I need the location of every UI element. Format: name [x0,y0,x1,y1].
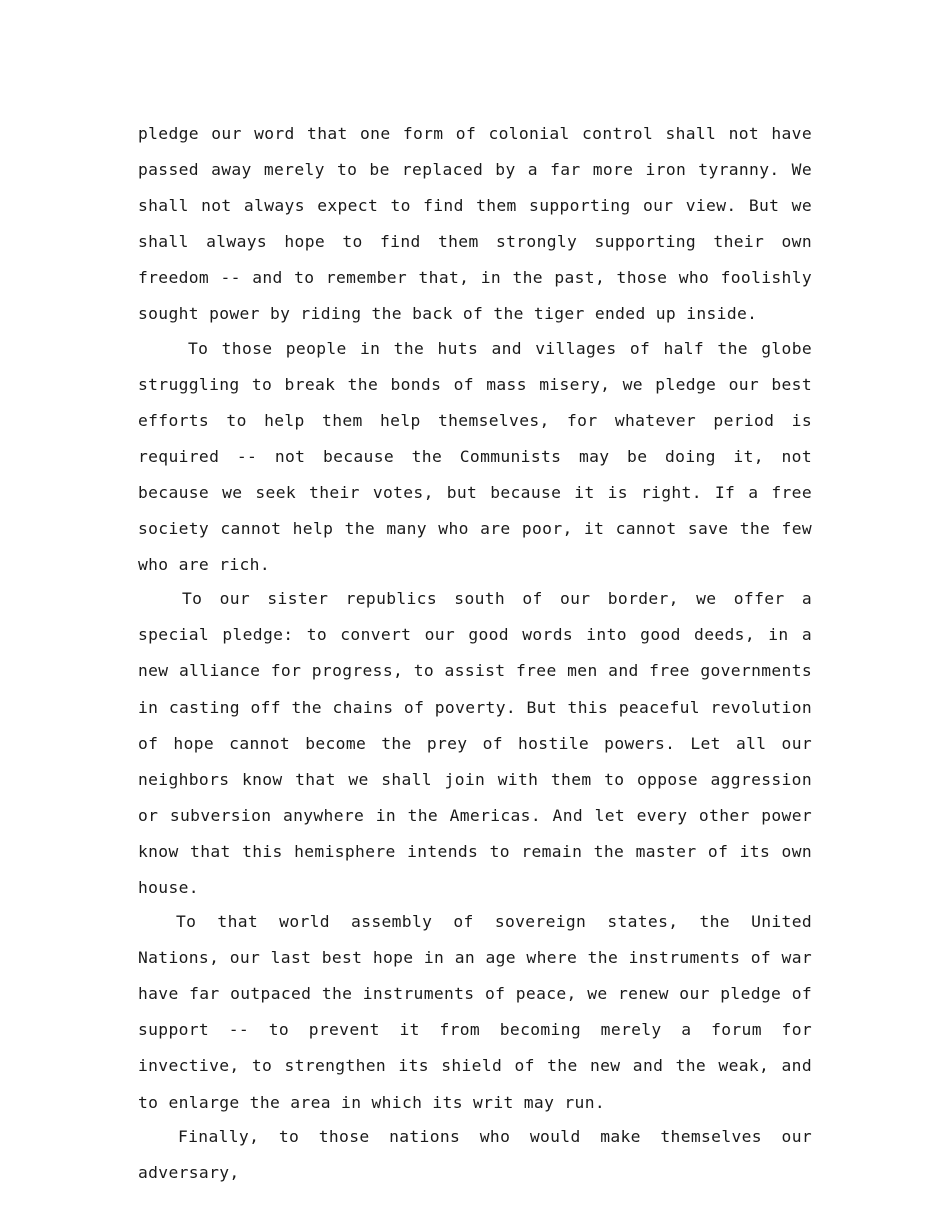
paragraph-colonial-control: pledge our word that one form of colonial control shall not have passed away merely to be replaced by a far more iron tyranny. We shall not always expect to find them supporting our view. But we shall always hope to find them strongly supporting their own freedom -- and to remember that, in the past, those who foolishly sought power by riding the back of the tiger ended up inside. [138,124,812,324]
paragraph-sister-republics: To our sister republics south of our border, we offer a special pledge: to convert our good words into good deeds, in a new alliance for progress, to assist free men and free governments in casting off the chains of poverty. But this peaceful revolution of hope cannot become the prey of hostile powers. Let all our neighbors know that we shall join with them to oppose aggression or subversion anywhere in the Americas. And let every other power know that this hemisphere intends to remain the master of its own house. [138,589,812,897]
paragraph-united-nations: To that world assembly of sovereign states, the United Nations, our last best hope in an age where the instruments of war have far outpaced the instruments of peace, we renew our pledge of support -- to prevent it from becoming merely a forum for invective, to strengthen its shield of the new and the weak, and to enlarge the area in which its writ may run. [138,912,812,1112]
document-body [138,116,812,1191]
paragraph-huts-and-villages: To those people in the huts and villages of half the globe struggling to break the bonds of mass misery, we pledge our best efforts to help them help themselves, for whatever period is required -- not because the Communists may be doing it, not because we seek their votes, but because it is right. If a free society cannot help the many who are poor, it cannot save the few who are rich. [138,338,812,575]
paragraph-adversary-nations: Finally, to those nations who would make themselves our adversary, [138,1126,812,1182]
